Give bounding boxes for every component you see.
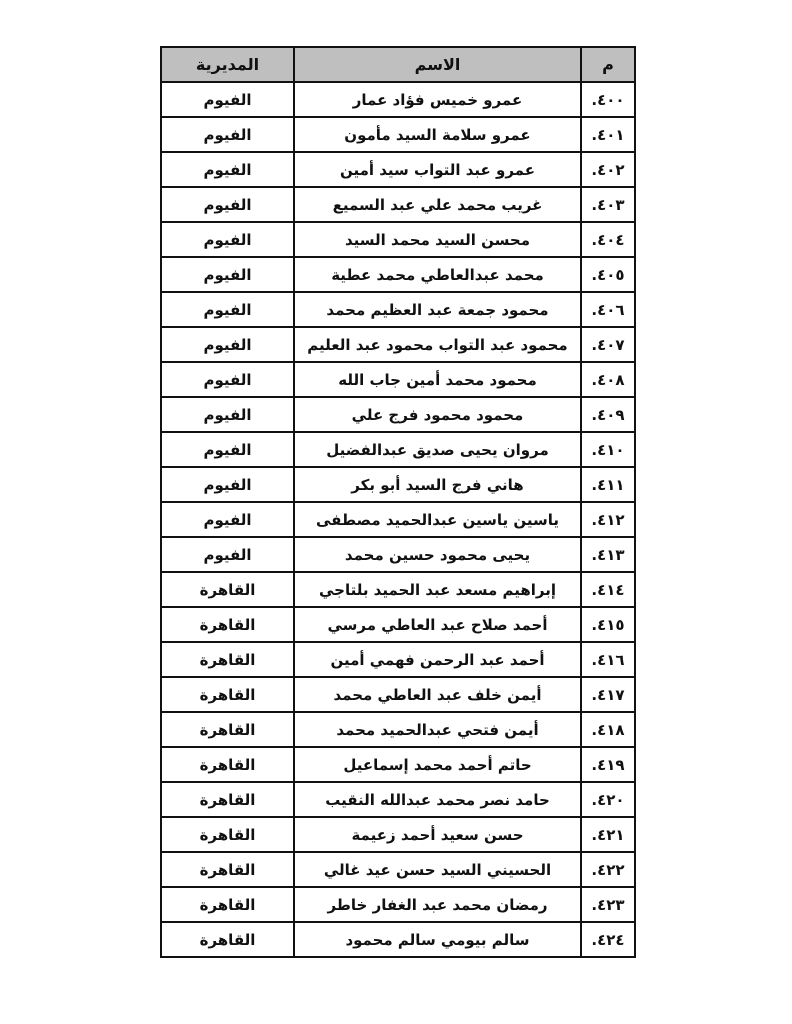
- row-name: محمود جمعة عبد العظيم محمد: [294, 292, 581, 327]
- table-row: [161, 607, 635, 642]
- header-name: الاسم: [294, 47, 581, 82]
- row-name: ياسين ياسين عبدالحميد مصطفى: [294, 502, 581, 537]
- row-name: حامد نصر محمد عبدالله النقيب: [294, 782, 581, 817]
- row-number: ٤٠٢.: [581, 152, 635, 187]
- table-row: [161, 502, 635, 537]
- row-number: ٤١٠.: [581, 432, 635, 467]
- row-number: ٤١٤.: [581, 572, 635, 607]
- table-row: [161, 117, 635, 152]
- row-directorate: القاهرة: [161, 852, 294, 887]
- row-name: حاتم أحمد محمد إسماعيل: [294, 747, 581, 782]
- row-directorate: الفيوم: [161, 327, 294, 362]
- row-number: ٤١٩.: [581, 747, 635, 782]
- row-directorate: الفيوم: [161, 397, 294, 432]
- table-row: [161, 887, 635, 922]
- table-row: [161, 747, 635, 782]
- row-number: ٤٢٠.: [581, 782, 635, 817]
- table-row: [161, 257, 635, 292]
- row-directorate: القاهرة: [161, 712, 294, 747]
- row-number: ٤٠١.: [581, 117, 635, 152]
- row-directorate: الفيوم: [161, 82, 294, 117]
- row-number: ٤١٦.: [581, 642, 635, 677]
- row-directorate: الفيوم: [161, 467, 294, 502]
- row-number: ٤٠٤.: [581, 222, 635, 257]
- row-name: أيمن خلف عبد العاطي محمد: [294, 677, 581, 712]
- row-name: محسن السيد محمد السيد: [294, 222, 581, 257]
- row-number: ٤١١.: [581, 467, 635, 502]
- table-row: [161, 572, 635, 607]
- row-name: الحسيني السيد حسن عيد غالي: [294, 852, 581, 887]
- table-row: [161, 677, 635, 712]
- table-row: [161, 852, 635, 887]
- row-name: عمرو سلامة السيد مأمون: [294, 117, 581, 152]
- row-directorate: القاهرة: [161, 747, 294, 782]
- row-directorate: القاهرة: [161, 572, 294, 607]
- row-directorate: القاهرة: [161, 922, 294, 957]
- row-directorate: الفيوم: [161, 222, 294, 257]
- table-row: [161, 327, 635, 362]
- table-row: [161, 817, 635, 852]
- row-name: أيمن فتحي عبدالحميد محمد: [294, 712, 581, 747]
- table-row: [161, 187, 635, 222]
- table-row: [161, 712, 635, 747]
- table-row: [161, 537, 635, 572]
- row-number: ٤٠٠.: [581, 82, 635, 117]
- row-name: يحيى محمود حسين محمد: [294, 537, 581, 572]
- roster-body: [161, 82, 635, 957]
- row-number: ٤٠٦.: [581, 292, 635, 327]
- row-number: ٤٠٩.: [581, 397, 635, 432]
- table-row: [161, 467, 635, 502]
- row-directorate: القاهرة: [161, 607, 294, 642]
- table-row: [161, 397, 635, 432]
- row-name: سالم بيومي سالم محمود: [294, 922, 581, 957]
- row-name: محمود محمد أمين جاب الله: [294, 362, 581, 397]
- row-name: أحمد صلاح عبد العاطي مرسي: [294, 607, 581, 642]
- row-name: محمد عبدالعاطي محمد عطية: [294, 257, 581, 292]
- row-name: مروان يحيى صديق عبدالفضيل: [294, 432, 581, 467]
- row-name: عمرو خميس فؤاد عمار: [294, 82, 581, 117]
- table-row: [161, 782, 635, 817]
- row-number: ٤٢٣.: [581, 887, 635, 922]
- table-row: [161, 222, 635, 257]
- table-row: [161, 642, 635, 677]
- table-row: [161, 292, 635, 327]
- row-directorate: الفيوم: [161, 257, 294, 292]
- row-number: ٤٠٧.: [581, 327, 635, 362]
- table-row: [161, 362, 635, 397]
- roster-table: [160, 46, 636, 958]
- row-number: ٤٢١.: [581, 817, 635, 852]
- row-number: ٤٠٣.: [581, 187, 635, 222]
- header-directorate: المديرية: [161, 47, 294, 82]
- table-row: [161, 152, 635, 187]
- row-directorate: القاهرة: [161, 887, 294, 922]
- row-directorate: القاهرة: [161, 642, 294, 677]
- row-number: ٤١٨.: [581, 712, 635, 747]
- row-number: ٤٠٨.: [581, 362, 635, 397]
- row-number: ٤٢٢.: [581, 852, 635, 887]
- row-directorate: القاهرة: [161, 782, 294, 817]
- row-directorate: الفيوم: [161, 152, 294, 187]
- row-number: ٤١٧.: [581, 677, 635, 712]
- row-name: أحمد عبد الرحمن فهمي أمين: [294, 642, 581, 677]
- row-name: عمرو عبد التواب سيد أمين: [294, 152, 581, 187]
- row-directorate: الفيوم: [161, 537, 294, 572]
- row-name: إبراهيم مسعد عبد الحميد بلتاجي: [294, 572, 581, 607]
- row-number: ٤١٥.: [581, 607, 635, 642]
- row-name: محمود محمود فرج علي: [294, 397, 581, 432]
- row-name: هاني فرج السيد أبو بكر: [294, 467, 581, 502]
- table-row: [161, 432, 635, 467]
- row-number: ٤٠٥.: [581, 257, 635, 292]
- row-number: ٤١٣.: [581, 537, 635, 572]
- row-number: ٤٢٤.: [581, 922, 635, 957]
- table-row: [161, 922, 635, 957]
- row-directorate: الفيوم: [161, 187, 294, 222]
- row-directorate: القاهرة: [161, 817, 294, 852]
- table-row: [161, 82, 635, 117]
- header-row: [161, 47, 635, 82]
- row-directorate: الفيوم: [161, 432, 294, 467]
- row-directorate: الفيوم: [161, 117, 294, 152]
- row-directorate: القاهرة: [161, 677, 294, 712]
- row-name: محمود عبد التواب محمود عبد العليم: [294, 327, 581, 362]
- row-name: حسن سعيد أحمد زعيمة: [294, 817, 581, 852]
- row-number: ٤١٢.: [581, 502, 635, 537]
- row-name: غريب محمد علي عبد السميع: [294, 187, 581, 222]
- row-directorate: الفيوم: [161, 362, 294, 397]
- header-number: م: [581, 47, 635, 82]
- row-directorate: الفيوم: [161, 502, 294, 537]
- row-directorate: الفيوم: [161, 292, 294, 327]
- row-name: رمضان محمد عبد الغفار خاطر: [294, 887, 581, 922]
